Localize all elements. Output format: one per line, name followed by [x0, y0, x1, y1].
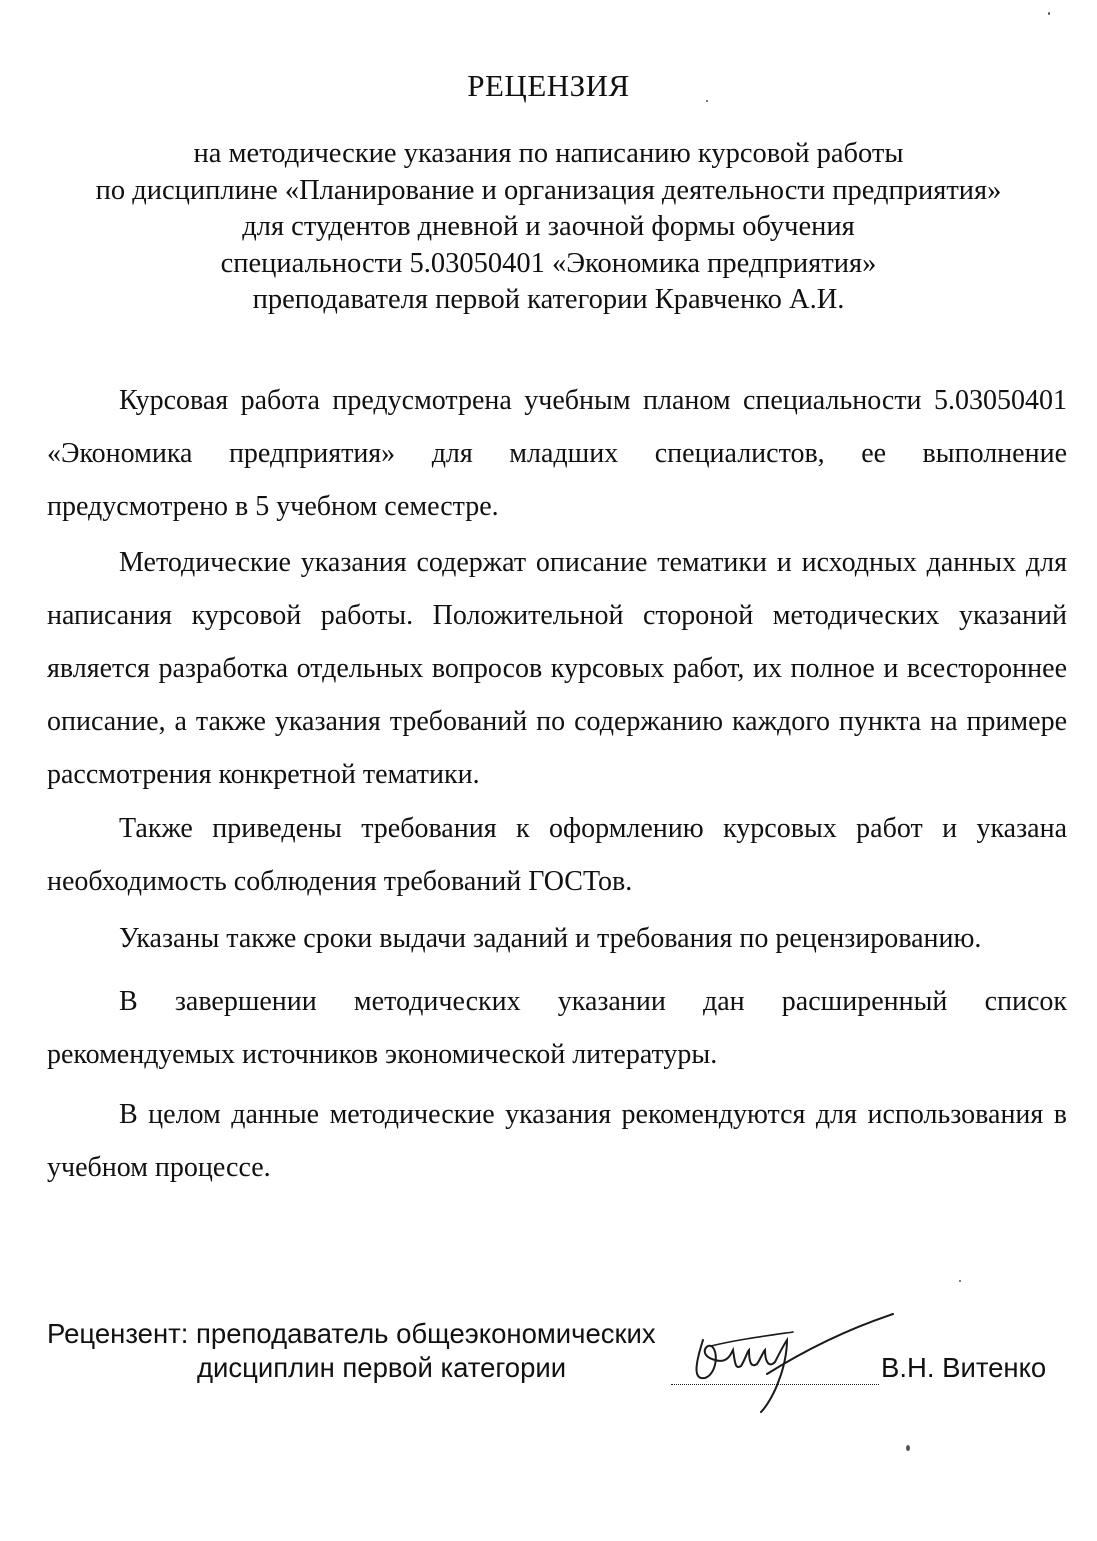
scan-speck	[706, 100, 708, 102]
scan-speck	[906, 1445, 910, 1451]
paragraph-block	[47, 975, 1067, 1081]
subtitle-line: для студентов дневной и заочной формы обучения	[242, 211, 855, 242]
subtitle-line: по дисциплине «Планирование и организация деятельности предприятия»	[95, 174, 1002, 206]
subtitle-line: специальности 5.03050401 «Экономика предприятия»	[220, 247, 877, 279]
scan-speck	[1048, 12, 1050, 15]
reviewer-title-line1: Рецензент: преподаватель общеэкономических	[47, 1318, 656, 1349]
reviewer-footer	[47, 1318, 1067, 1438]
reviewer-title-line2: дисциплин первой категории	[197, 1352, 567, 1383]
body-paragraph: В завершении методических указании дан расширенный список рекомендуемых источников экономической литературы.	[47, 986, 1067, 1070]
handwritten-signature	[675, 1310, 895, 1420]
body-paragraph: В целом данные методические указания рекомендуются для использования в учебном процессе.	[47, 1099, 1067, 1183]
subtitle-line: на методические указания по написанию курсовой работы	[193, 138, 904, 169]
body-paragraph: Методические указания содержат описание тематики и исходных данных для написания курсовой работы. Положительной стороной методических указаний является разработка отдельных вопросов курсовых работ, их полное и всестороннее описание, а также указания требований по содержанию каждого пункта на примере рассмотрения конкретной тематики.	[47, 547, 1067, 790]
paragraph-block	[47, 802, 1067, 908]
document-title: РЕЦЕНЗИЯ	[467, 68, 630, 103]
body-paragraph: Также приведены требования к оформлению курсовых работ и указана необходимость соблюдения требований ГОСТов.	[47, 813, 1067, 897]
subtitle-line: преподавателя первой категории Кравченко А.И.	[252, 284, 845, 315]
paragraph-block	[47, 374, 1067, 533]
body-paragraph: Курсовая работа предусмотрена учебным планом специальности 5.03050401 «Экономика предприятия» для младших специалистов, ее выполнение предусмотрено в 5 учебном семестре.	[47, 385, 1067, 522]
body-paragraph: Указаны также сроки выдачи заданий и требования по рецензированию.	[119, 923, 982, 954]
document-subtitle	[30, 136, 1067, 319]
paragraph-block	[47, 912, 1067, 965]
paragraph-block	[47, 536, 1067, 801]
scan-speck	[959, 1280, 961, 1282]
signer-name: В.Н. Витенко	[881, 1352, 1047, 1383]
paragraph-block	[47, 1088, 1067, 1194]
